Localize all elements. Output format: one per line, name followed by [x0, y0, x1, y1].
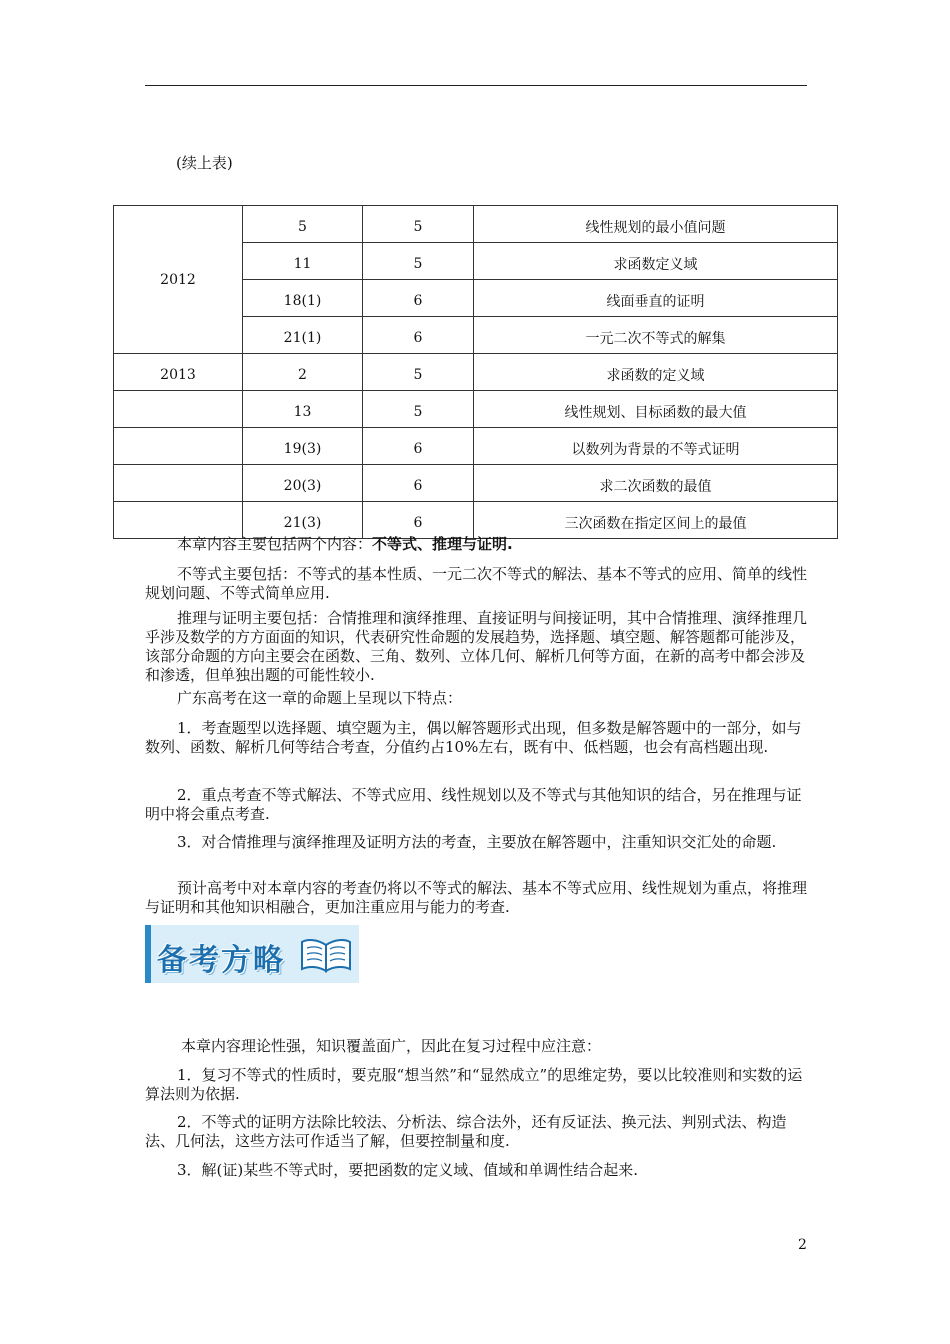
- guangdong-features-intro: 广东高考在这一章的命题上呈现以下特点：: [177, 689, 463, 707]
- year-cell: [114, 502, 243, 539]
- exam-strategy-banner: [145, 925, 359, 983]
- feature-point-1: 1．考查题型以选择题、填空题为主，偶以解答题形式出现，但多数是解答题中的一部分，如与数列、函数、解析几何等结合考查，分值约占10%左右，既有中、低档题，也会有高档题出现.: [145, 719, 802, 756]
- table-row: [114, 502, 838, 539]
- question-number-cell: 19(3): [243, 428, 363, 465]
- topic-cell: 以数列为背景的不等式证明: [474, 428, 838, 465]
- strategy-item-1: 1．复习不等式的性质时，要克服“想当然”和“显然成立”的思维定势，要以比较准则和实数的运算法则为依据.: [145, 1066, 803, 1103]
- topic-cell: 一元二次不等式的解集: [474, 317, 838, 354]
- topic-cell: 求函数的定义域: [474, 354, 838, 391]
- topic-cell: 求函数定义域: [474, 243, 838, 280]
- score-cell: 5: [363, 243, 474, 280]
- year-cell: [114, 391, 243, 428]
- score-cell: 5: [363, 391, 474, 428]
- table-row: [114, 465, 838, 502]
- score-cell: 6: [363, 502, 474, 539]
- strategy-intro: 本章内容理论性强，知识覆盖面广，因此在复习过程中应注意：: [181, 1037, 602, 1055]
- score-cell: 6: [363, 428, 474, 465]
- table-row: [114, 391, 838, 428]
- forecast-paragraph: 预计高考中对本章内容的考查仍将以不等式的解法、基本不等式应用、线性规划为重点，将推理与证明和其他知识相融合，更加注重应用与能力的考查.: [145, 879, 808, 916]
- question-number-cell: 13: [243, 391, 363, 428]
- chapter-content-summary: [145, 535, 813, 554]
- summary-topics: 不等式、推理与证明.: [372, 535, 513, 553]
- feature-point-3: 3．对合情推理与演绎推理及证明方法的考查，主要放在解答题中，注重知识交汇处的命题.: [177, 833, 777, 851]
- topic-cell: 三次函数在指定区间上的最值: [474, 502, 838, 539]
- table-row: [114, 354, 838, 391]
- exam-question-table: [113, 205, 838, 539]
- question-number-cell: 20(3): [243, 465, 363, 502]
- open-book-icon: [299, 937, 353, 973]
- question-number-cell: 11: [243, 243, 363, 280]
- score-cell: 5: [363, 206, 474, 243]
- table-row: [114, 428, 838, 465]
- strategy-item-3: 3．解(证)某些不等式时，要把函数的定义域、值域和单调性结合起来.: [177, 1161, 639, 1179]
- header-rule: [145, 85, 807, 86]
- year-cell: [114, 428, 243, 465]
- banner-title: 备考方略: [157, 943, 285, 978]
- reasoning-scope-paragraph: 推理与证明主要包括：合情推理和演绎推理、直接证明与间接证明，其中合情推理、演绎推理几乎涉及数学的方方面面的知识，代表研究性命题的发展趋势，选择题、填空题、解答题都可能涉及，该部分命题的方向主要会在函数、三角、数列、立体几何、解析几何等方面，在新的高考中都会涉及和渗透，但单独出题的可能性较小.: [145, 609, 808, 684]
- score-cell: 5: [363, 354, 474, 391]
- continued-table-note: (续上表): [176, 154, 233, 172]
- question-number-cell: 5: [243, 206, 363, 243]
- topic-cell: 线性规划的最小值问题: [474, 206, 838, 243]
- summary-prefix: 本章内容主要包括两个内容：: [177, 535, 373, 553]
- year-cell: 2012: [114, 206, 243, 354]
- inequality-scope-paragraph: 不等式主要包括：不等式的基本性质、一元二次不等式的解法、基本不等式的应用、简单的线性规划问题、不等式简单应用.: [145, 565, 808, 602]
- question-number-cell: 2: [243, 354, 363, 391]
- question-number-cell: 21(3): [243, 502, 363, 539]
- topic-cell: 求二次函数的最值: [474, 465, 838, 502]
- topic-cell: 线面垂直的证明: [474, 280, 838, 317]
- topic-cell: 线性规划、目标函数的最大值: [474, 391, 838, 428]
- question-number-cell: 18(1): [243, 280, 363, 317]
- question-number-cell: 21(1): [243, 317, 363, 354]
- score-cell: 6: [363, 280, 474, 317]
- table-row: [114, 206, 838, 243]
- feature-point-2: 2．重点考查不等式解法、不等式应用、线性规划以及不等式与其他知识的结合，另在推理与证明中将会重点考查.: [145, 786, 802, 823]
- score-cell: 6: [363, 317, 474, 354]
- year-cell: [114, 465, 243, 502]
- year-cell: 2013: [114, 354, 243, 391]
- score-cell: 6: [363, 465, 474, 502]
- page-number: 2: [798, 1237, 807, 1253]
- strategy-item-2: 2．不等式的证明方法除比较法、分析法、综合法外，还有反证法、换元法、判别式法、构造法、几何法，这些方法可作适当了解，但要控制量和度.: [145, 1113, 787, 1150]
